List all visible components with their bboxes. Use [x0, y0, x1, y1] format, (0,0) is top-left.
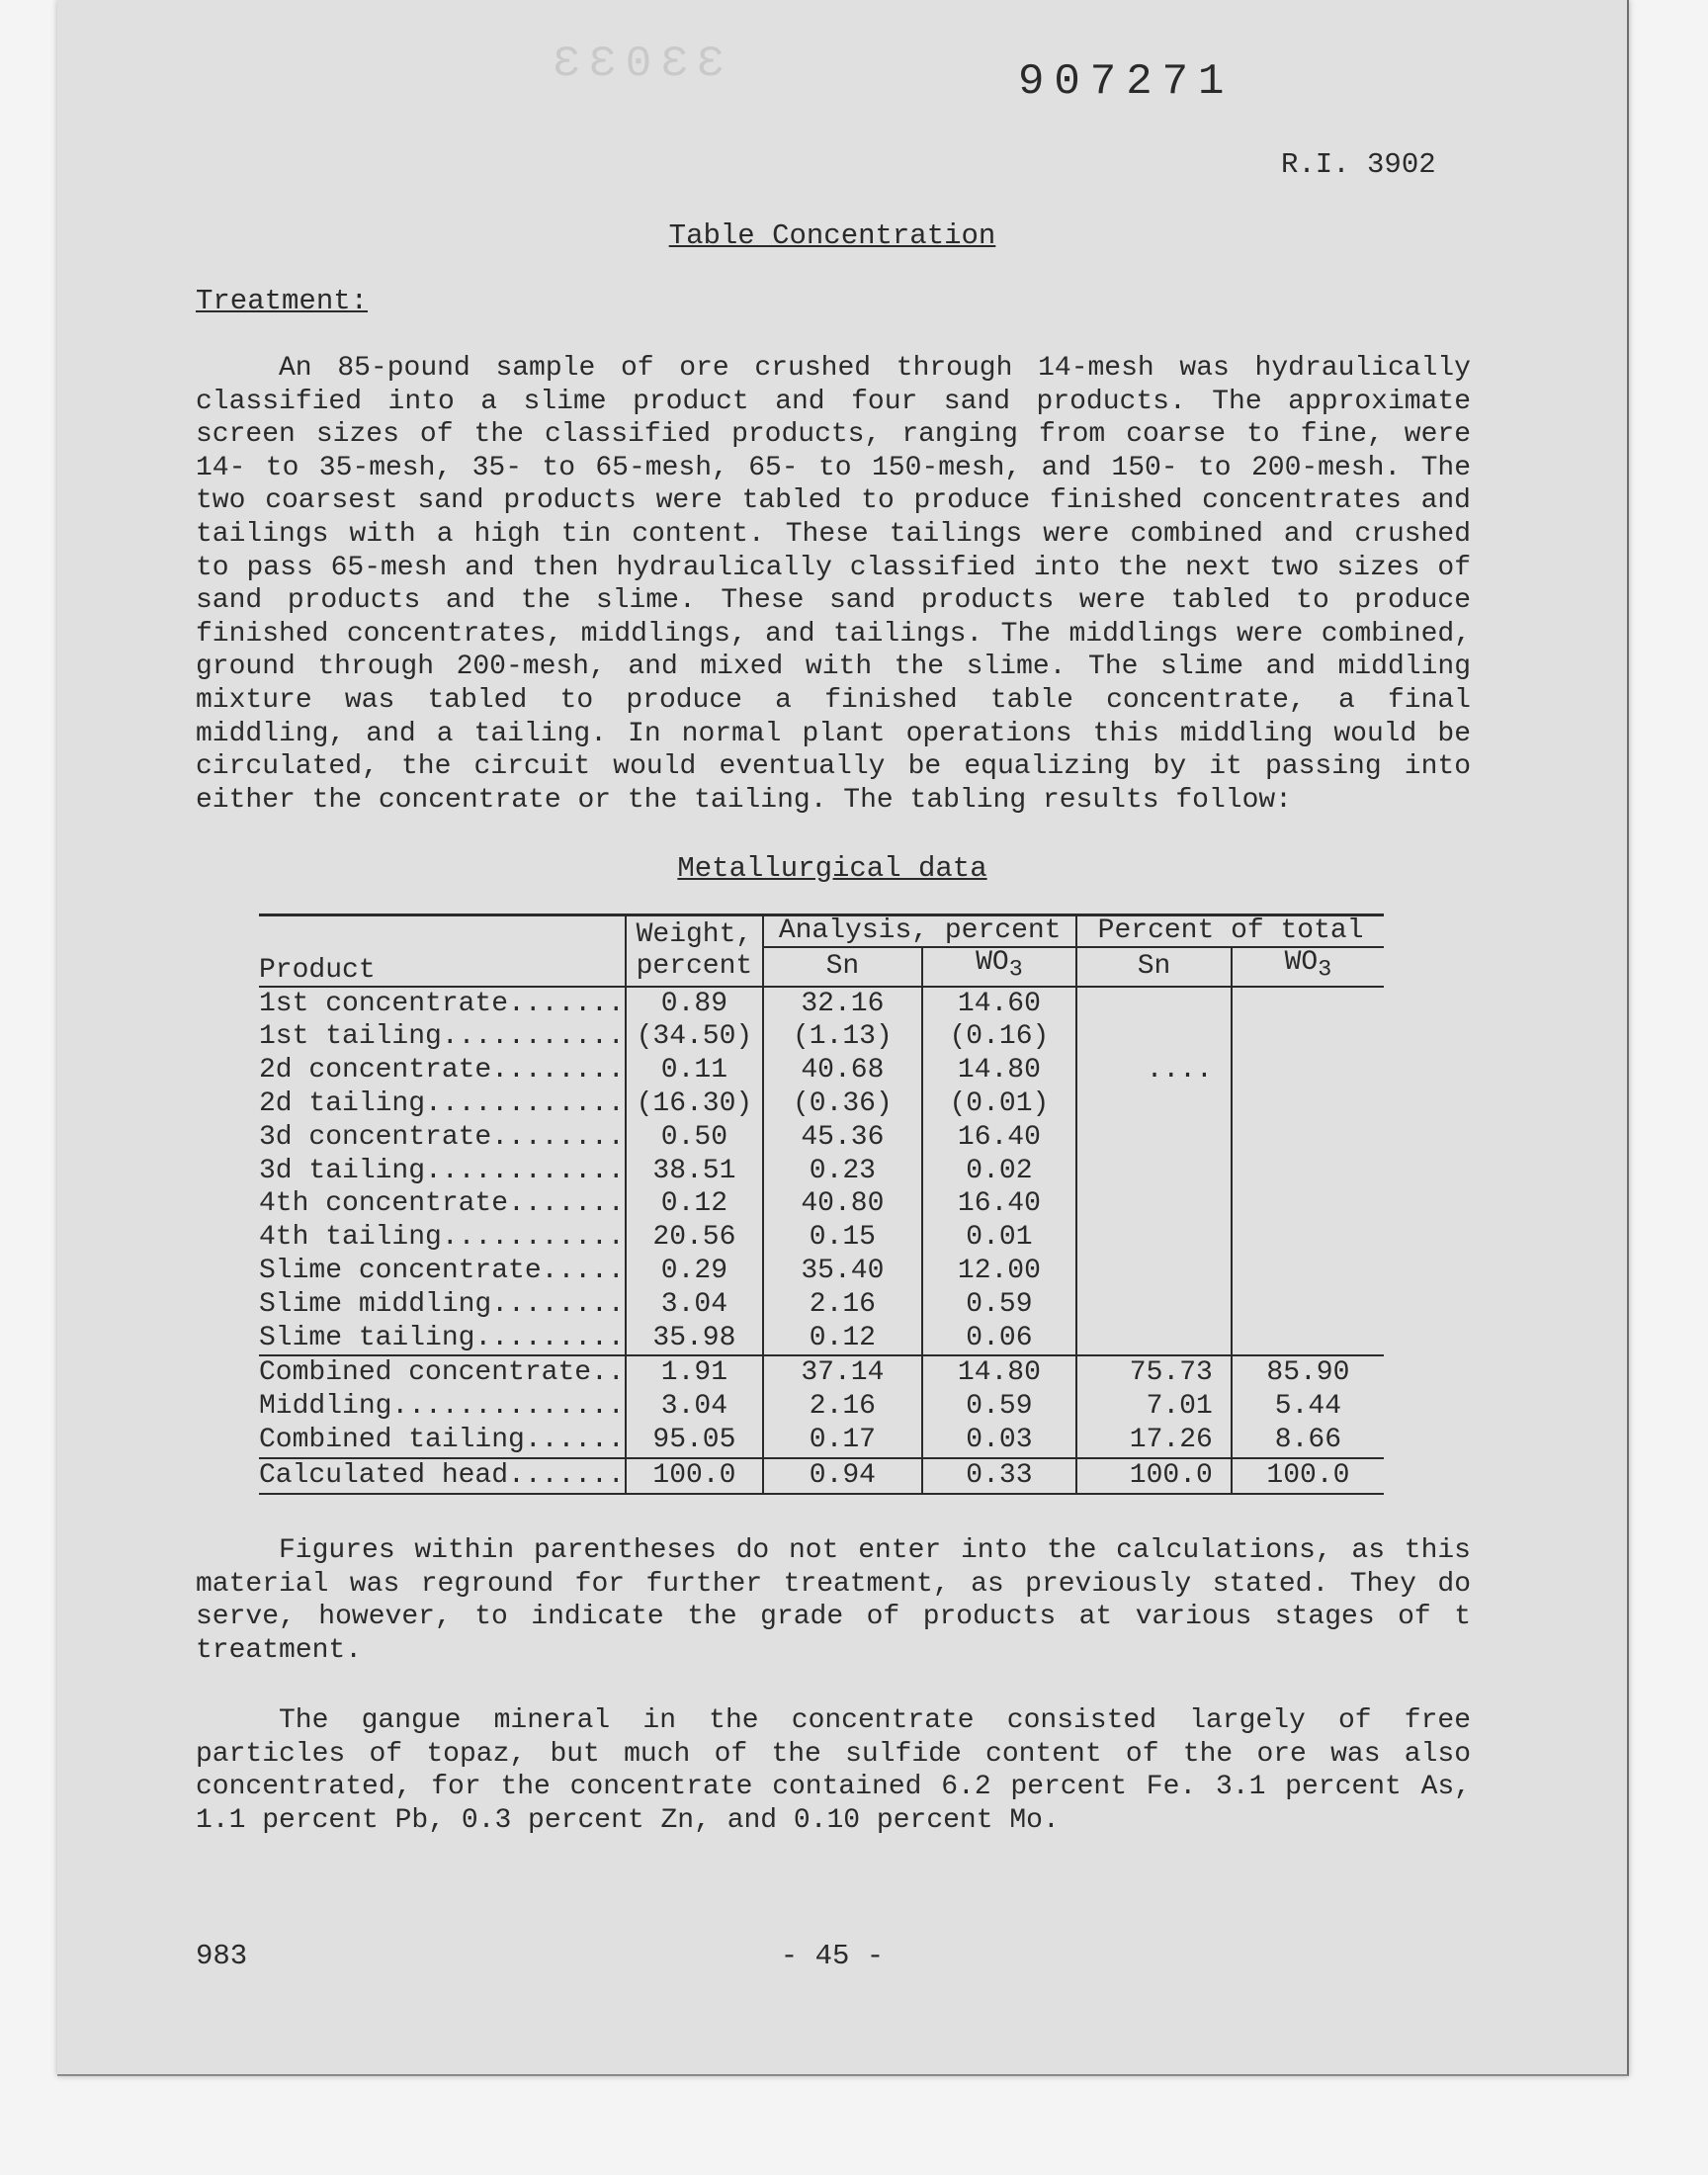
- cell-total-wo3: [1232, 1121, 1384, 1155]
- paragraph-treatment: An 85-pound sample of ore crushed through 14-mesh was hydraulically classified into a slime product and four sand products. The approximate screen sizes of the classified products, ranging from coarse to fine, were 14- to 35-mesh, 35- to 65-mesh, 65- to 150-mesh, and 150- to 200-mesh. The two coarsest sand products were tabled to produce finished concentrates and tailings with a high tin content. These tailings were combined and crushed to pass 65-mesh and then hydraulically classified into the next two sizes of sand products and the slime. These sand products were tabled to produce finished concentrates, middlings, and tailings. The middlings were combined, ground through 200-mesh, and mixed with the slime. The slime and middling mixture was tabled to produce a finished table concentrate, a final middling, and a tailing. In normal plant operations this middling would be circulated, the circuit would eventually be equalizing by it passing into either the concentrate or the tailing. The tabling results follow:: [196, 353, 1471, 816]
- cell-total-sn: [1076, 1322, 1232, 1356]
- cell-total-sn: [1076, 1088, 1232, 1121]
- cell-product: Calculated head.......: [259, 1459, 625, 1491]
- paragraph-gangue-mineral: The gangue mineral in the concentrate consisted largely of free particles of topaz, but much of the sulfide content of the ore was also concentrated, for the concentrate contained 6.2 percent Fe. 3.1 percent As, 1.1 percent Pb, 0.3 percent Zn, and 0.10 percent Mo.: [196, 1705, 1471, 1836]
- table-row: [259, 987, 1384, 1021]
- cell-weight: 0.89: [626, 987, 763, 1021]
- cell-product: Slime tailing.........: [259, 1322, 625, 1353]
- cell-weight: 95.05: [626, 1424, 763, 1458]
- cell-weight: (16.30): [626, 1088, 763, 1121]
- cell-weight: (34.50): [626, 1020, 763, 1054]
- table-title: Metallurgical data: [677, 852, 987, 885]
- table-row: [259, 1255, 1384, 1288]
- cell-weight: 0.50: [626, 1121, 763, 1155]
- table-row: [259, 1121, 1384, 1155]
- cell-wo3: 0.03: [922, 1424, 1077, 1458]
- col-product: Product: [259, 954, 376, 986]
- cell-product: Middling..............: [259, 1391, 625, 1423]
- cell-weight: 35.98: [626, 1322, 763, 1356]
- cell-total-wo3: [1232, 1255, 1384, 1288]
- cell-wo3: 16.40: [922, 1187, 1077, 1221]
- section-title: Table Concentration: [668, 219, 996, 252]
- cell-total-wo3: [1232, 1322, 1384, 1356]
- cell-total-wo3: 100.0: [1232, 1458, 1384, 1494]
- cell-sn: 35.40: [763, 1255, 921, 1288]
- cell-product: Combined concentrate..: [259, 1357, 625, 1389]
- table-row: [259, 1390, 1384, 1424]
- table-row: [259, 1288, 1384, 1322]
- cell-total-sn: 100.0: [1076, 1458, 1232, 1494]
- cell-sn: 0.23: [763, 1155, 921, 1188]
- cell-total-sn: [1076, 1187, 1232, 1221]
- cell-product: 1st concentrate.......: [259, 988, 625, 1019]
- cell-sn: 32.16: [763, 987, 921, 1021]
- cell-wo3: 0.59: [922, 1390, 1077, 1424]
- cell-wo3: 14.80: [922, 1054, 1077, 1088]
- cell-total-wo3: [1232, 1088, 1384, 1121]
- metallurgical-data-table: [259, 914, 1384, 1495]
- col-percent-total: Percent of total: [1076, 915, 1384, 948]
- cell-sn: 40.68: [763, 1054, 921, 1088]
- cell-weight: 1.91: [626, 1355, 763, 1390]
- table-row: [259, 1458, 1384, 1494]
- cell-weight: 100.0: [626, 1458, 763, 1494]
- cell-sn: 0.17: [763, 1424, 921, 1458]
- cell-product: Slime concentrate.....: [259, 1255, 625, 1286]
- report-id: R.I. 3902: [1281, 148, 1436, 181]
- paragraph-parentheses-note: Figures within parentheses do not enter into the calculations, as this material was reground for further treatment, as previously stated. They do serve, however, to indicate the grade of products at various stages of t treatment.: [196, 1535, 1471, 1666]
- document-number: 907271: [1018, 57, 1235, 107]
- cell-total-sn: [1076, 1221, 1232, 1255]
- cell-sn: 2.16: [763, 1288, 921, 1322]
- cell-sn: 2.16: [763, 1390, 921, 1424]
- col-analysis-sn: Sn: [763, 947, 921, 987]
- cell-total-wo3: 5.44: [1232, 1390, 1384, 1424]
- cell-total-wo3: [1232, 1155, 1384, 1188]
- cell-wo3: 12.00: [922, 1255, 1077, 1288]
- cell-product: 3d concentrate........: [259, 1121, 625, 1153]
- footer-code: 983: [196, 1940, 248, 1972]
- cell-product: 1st tailing...........: [259, 1021, 625, 1053]
- cell-product: 2d concentrate........: [259, 1055, 625, 1087]
- col-analysis: Analysis, percent: [763, 915, 1076, 948]
- cell-total-sn: ....: [1076, 1054, 1232, 1088]
- cell-sn: 0.12: [763, 1322, 921, 1356]
- cell-total-wo3: 85.90: [1232, 1355, 1384, 1390]
- cell-wo3: 0.33: [922, 1458, 1077, 1494]
- table-row: [259, 1187, 1384, 1221]
- col-total-wo3: $WO_3$: [1232, 947, 1384, 987]
- cell-total-sn: [1076, 1155, 1232, 1188]
- cell-product: 4th tailing...........: [259, 1222, 625, 1254]
- cell-product: 2d tailing............: [259, 1088, 625, 1119]
- cell-wo3: 16.40: [922, 1121, 1077, 1155]
- cell-sn: 0.15: [763, 1221, 921, 1255]
- cell-product: 4th concentrate.......: [259, 1188, 625, 1220]
- cell-wo3: 0.01: [922, 1221, 1077, 1255]
- cell-wo3: 14.80: [922, 1355, 1077, 1390]
- cell-wo3: 0.02: [922, 1155, 1077, 1188]
- table-row: [259, 1424, 1384, 1458]
- cell-total-wo3: [1232, 1187, 1384, 1221]
- cell-wo3: (0.01): [922, 1088, 1077, 1121]
- page-number: - 45 -: [780, 1940, 885, 1972]
- table-row: [259, 1322, 1384, 1356]
- table-row: [259, 1020, 1384, 1054]
- cell-sn: 37.14: [763, 1355, 921, 1390]
- cell-weight: 0.29: [626, 1255, 763, 1288]
- col-total-sn: Sn: [1076, 947, 1232, 987]
- cell-product: Combined tailing......: [259, 1424, 625, 1455]
- cell-total-sn: [1076, 1121, 1232, 1155]
- table-row: [259, 1221, 1384, 1255]
- cell-weight: 20.56: [626, 1221, 763, 1255]
- cell-total-wo3: [1232, 1054, 1384, 1088]
- cell-wo3: 14.60: [922, 987, 1077, 1021]
- cell-product: Slime middling........: [259, 1288, 625, 1320]
- cell-total-wo3: [1232, 1288, 1384, 1322]
- cell-total-sn: 17.26: [1076, 1424, 1232, 1458]
- cell-wo3: (0.16): [922, 1020, 1077, 1054]
- cell-weight: 38.51: [626, 1155, 763, 1188]
- cell-sn: 0.94: [763, 1458, 921, 1494]
- cell-wo3: 0.06: [922, 1322, 1077, 1356]
- cell-total-sn: 7.01: [1076, 1390, 1232, 1424]
- table-row: [259, 1155, 1384, 1188]
- cell-total-sn: [1076, 1020, 1232, 1054]
- cell-total-sn: [1076, 1288, 1232, 1322]
- cell-total-sn: [1076, 1255, 1232, 1288]
- cell-product: 3d tailing............: [259, 1155, 625, 1186]
- cell-total-wo3: 8.66: [1232, 1424, 1384, 1458]
- cell-total-sn: [1076, 987, 1232, 1021]
- table-row: [259, 1054, 1384, 1088]
- cell-sn: 45.36: [763, 1121, 921, 1155]
- cell-weight: 3.04: [626, 1288, 763, 1322]
- table-row: [259, 1088, 1384, 1121]
- treatment-heading: Treatment:: [196, 285, 369, 317]
- cell-total-wo3: [1232, 1221, 1384, 1255]
- cell-sn: 40.80: [763, 1187, 921, 1221]
- cell-total-wo3: [1232, 1020, 1384, 1054]
- cell-weight: 0.12: [626, 1187, 763, 1221]
- bleed-through-number: ƐƐ0ƐƐ: [554, 40, 734, 89]
- cell-sn: (0.36): [763, 1088, 921, 1121]
- cell-wo3: 0.59: [922, 1288, 1077, 1322]
- cell-weight: 0.11: [626, 1054, 763, 1088]
- cell-sn: (1.13): [763, 1020, 921, 1054]
- col-analysis-wo3: $WO_3$: [922, 947, 1077, 987]
- col-weight: Weight, percent: [626, 915, 763, 987]
- cell-total-sn: 75.73: [1076, 1355, 1232, 1390]
- cell-weight: 3.04: [626, 1390, 763, 1424]
- cell-total-wo3: [1232, 987, 1384, 1021]
- table-row: [259, 1355, 1384, 1390]
